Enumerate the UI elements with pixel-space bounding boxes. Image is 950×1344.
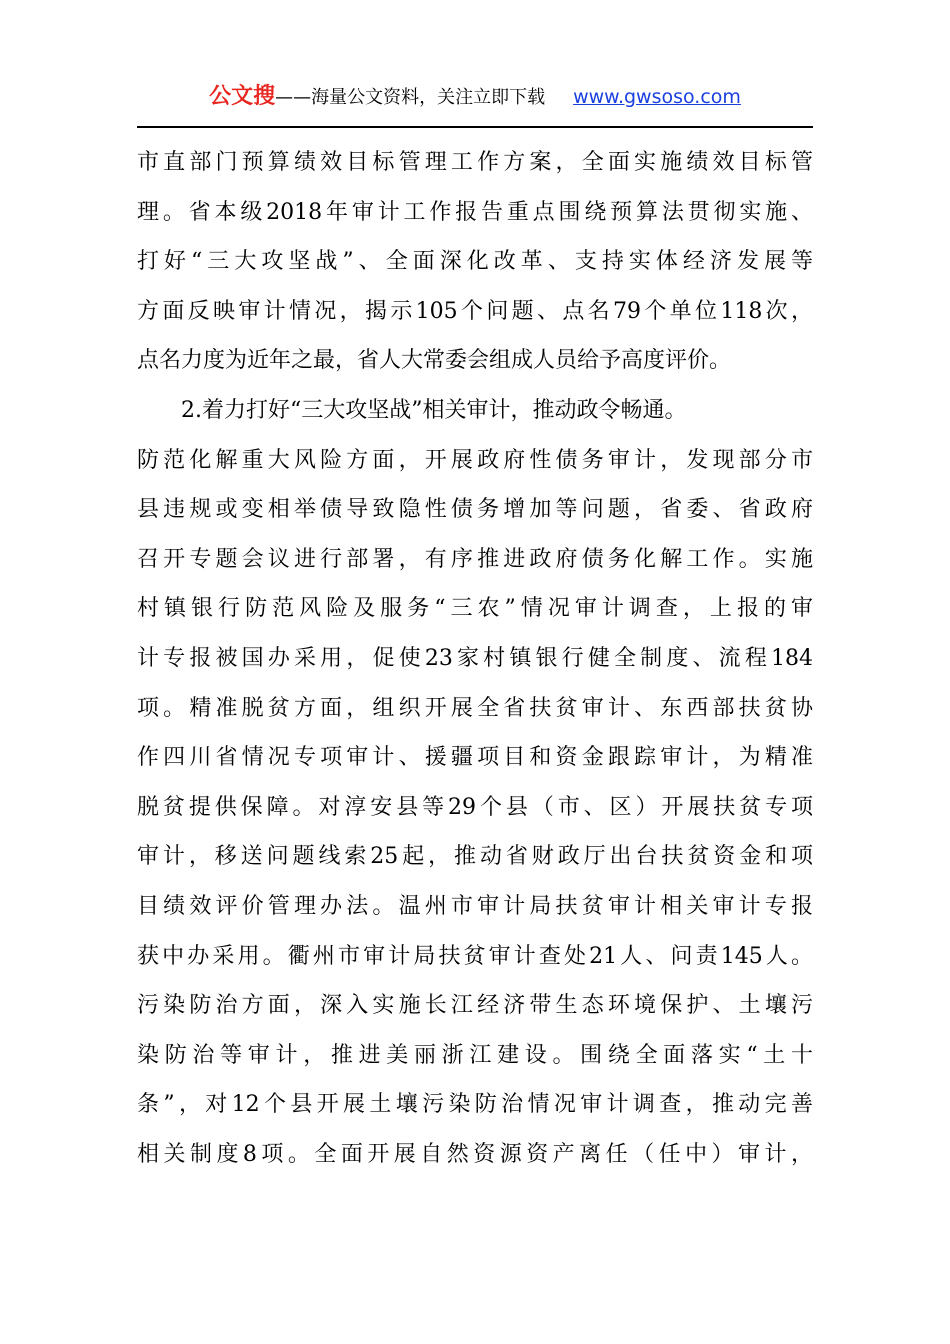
body-line: 市直部门预算绩效目标管理工作方案，全面实施绩效目标管 xyxy=(137,150,813,175)
body-line: 染防治等审计，推进美丽浙江建设。围绕全面落实“土十 xyxy=(137,1042,813,1068)
header-divider xyxy=(137,126,813,128)
body-line: 防范化解重大风险方面，开展政府性债务审计，发现部分市 xyxy=(137,447,813,473)
document-body xyxy=(137,138,813,1179)
body-line: 方面反映审计情况，揭示105个问题、点名79个单位118次， xyxy=(137,298,813,324)
body-line: 脱贫提供保障。对淳安县等29个县（市、区）开展扶贫专项 xyxy=(137,794,813,820)
body-line: 打好“三大攻坚战”、全面深化改革、支持实体经济发展等 xyxy=(137,249,813,275)
body-line: 污染防治方面，深入实施长江经济带生态环境保护、土壤污 xyxy=(137,993,813,1019)
body-line: 召开专题会议进行部署，有序推进政府债务化解工作。实施 xyxy=(137,546,813,572)
body-line: 审计，移送问题线索25起，推动省财政厅出台扶贫资金和项 xyxy=(137,844,813,870)
page-header xyxy=(0,82,950,113)
body-line: 获中办采用。衢州市审计局扶贫审计查处21人、问责145人。 xyxy=(137,943,813,969)
body-line: 目绩效评价管理办法。温州市审计局扶贫审计相关审计专报 xyxy=(137,893,813,919)
body-line: 相关制度8项。全面开展自然资源资产离任（任中）审计， xyxy=(137,1141,813,1167)
body-line: 县违规或变相举债导致隐性债务增加等问题，省委、省政府 xyxy=(137,497,813,523)
header-slogan: ——海量公文资料，关注立即下载 xyxy=(275,87,546,108)
body-line: 项。精准脱贫方面，组织开展全省扶贫审计、东西部扶贫协 xyxy=(137,695,813,721)
brand-logo-text: 公文搜 xyxy=(209,84,276,109)
section-heading: 2.着力打好“三大攻坚战”相关审计，推动政令畅通。 xyxy=(181,397,687,423)
body-line: 计专报被国办采用，促使23家村镇银行健全制度、流程184 xyxy=(137,645,813,671)
site-link[interactable]: www.gwsoso.com xyxy=(573,86,741,108)
body-line: 点名力度为近年之最，省人大常委会组成人员给予高度评价。 xyxy=(137,348,732,374)
body-line: 条”，对12个县开展土壤污染防治情况审计调查，推动完善 xyxy=(137,1092,813,1118)
body-line: 理。省本级2018年审计工作报告重点围绕预算法贯彻实施、 xyxy=(137,199,813,225)
body-line: 村镇银行防范风险及服务“三农”情况审计调查，上报的审 xyxy=(137,596,813,622)
body-line: 作四川省情况专项审计、援疆项目和资金跟踪审计，为精准 xyxy=(137,745,813,771)
